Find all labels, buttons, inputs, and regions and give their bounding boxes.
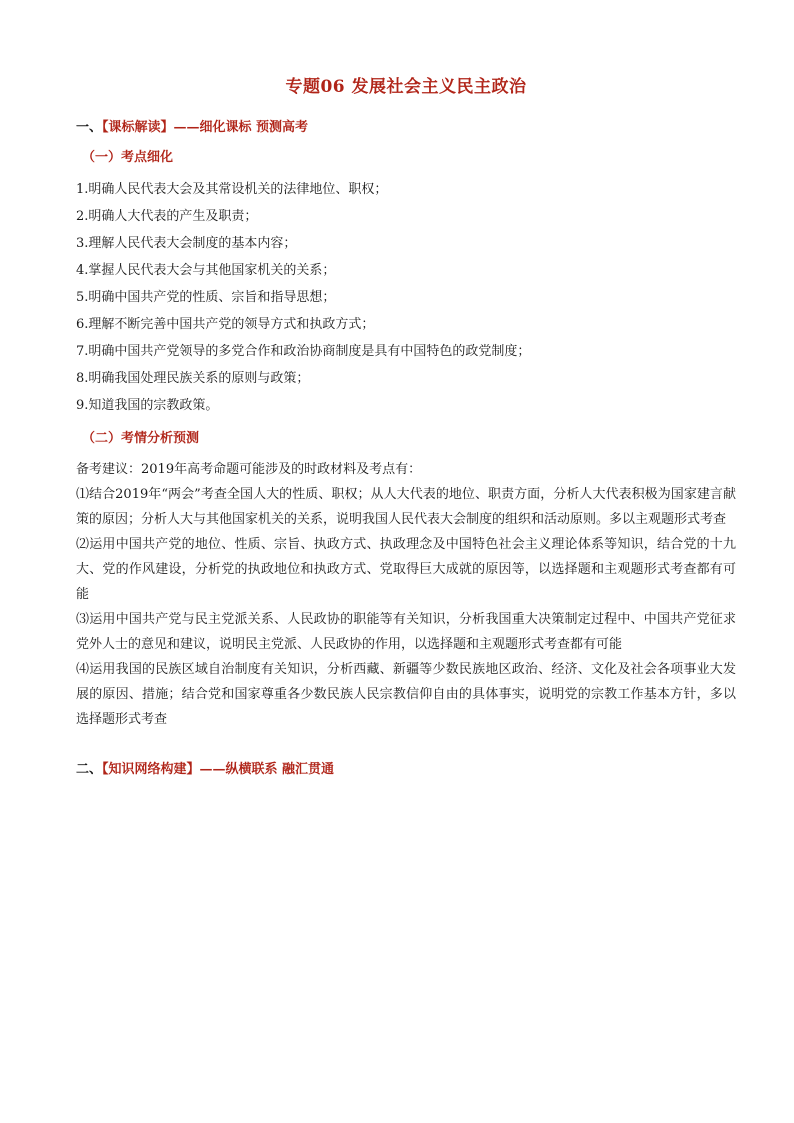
document-page — [76, 74, 736, 780]
section-label: 【知识网络构建】 — [102, 762, 200, 777]
prep-advice: 备考建议：2019年高考命题可能涉及的时政材料及考点有： — [76, 462, 422, 477]
exam-points-list — [76, 176, 736, 419]
analysis-paragraph: ⑷运用我国的民族区域自治制度有关知识，分析西藏、新疆等少数民族地区政治、经济、文化及社会各项事业大发展的原因、措施；结合党和国家尊重各少数民族人民宗教信仰自由的具体事实，说明党的宗教工作基本方针，多以选择题形式考查 — [76, 662, 736, 727]
list-item: 2.明确人大代表的产生及职责； — [76, 209, 258, 224]
analysis-paragraph: ⑶运用中国共产党与民主党派关系、人民政协的职能等有关知识，分析我国重大决策制定过程中、中国共产党征求党外人士的意见和建议，说明民主党派、人民政协的作用，以选择题和主观题形式考查都有可能 — [76, 612, 736, 652]
list-item: 5.明确中国共产党的性质、宗旨和指导思想； — [76, 290, 336, 305]
list-item: 8.明确我国处理民族关系的原则与政策； — [76, 371, 310, 386]
analysis-paragraph: ⑵运用中国共产党的地位、性质、宗旨、执政方式、执政理念及中国特色社会主义理论体系等知识，结合党的十九大、党的作风建设，分析党的执政地位和执政方式、党取得巨大成就的原因等，以选择题和主观题形式考查都有可能 — [76, 537, 736, 602]
list-item: 3.理解人民代表大会制度的基本内容； — [76, 236, 297, 251]
list-item: 6.理解不断完善中国共产党的领导方式和执政方式； — [76, 317, 375, 332]
section-number: 一、 — [76, 120, 103, 135]
list-item: 9.知道我国的宗教政策。 — [76, 398, 219, 413]
section-heading-curriculum — [76, 118, 736, 138]
section-label: 【课标解读】 — [102, 120, 174, 135]
section-subtitle: ——纵横联系 融汇贯通 — [199, 762, 335, 777]
section-number: 二、 — [76, 762, 103, 777]
section-subtitle: ——细化课标 预测高考 — [173, 120, 309, 135]
analysis-paragraph: ⑴结合2019年“两会”考查全国人大的性质、职权；从人大代表的地位、职责方面，分析人大代表积极为国家建言献策的原因；分析人大与其他国家机关的关系，说明我国人民代表大会制度的组织和活动原则。多以主观题形式考查 — [76, 487, 736, 527]
sub-heading-exam-points: （一）考点细化 — [82, 150, 174, 165]
list-item: 1.明确人民代表大会及其常设机关的法律地位、职权； — [76, 182, 388, 197]
analysis-list — [76, 482, 736, 732]
sub-heading-exam-analysis: （二）考情分析预测 — [82, 431, 200, 446]
section-heading-knowledge-network — [76, 760, 736, 780]
list-item: 7.明确中国共产党领导的多党合作和政治协商制度是具有中国特色的政党制度； — [76, 344, 531, 359]
list-item: 4.掌握人民代表大会与其他国家机关的关系； — [76, 263, 336, 278]
page-title: 专题06 发展社会主义民主政治 — [285, 77, 527, 97]
